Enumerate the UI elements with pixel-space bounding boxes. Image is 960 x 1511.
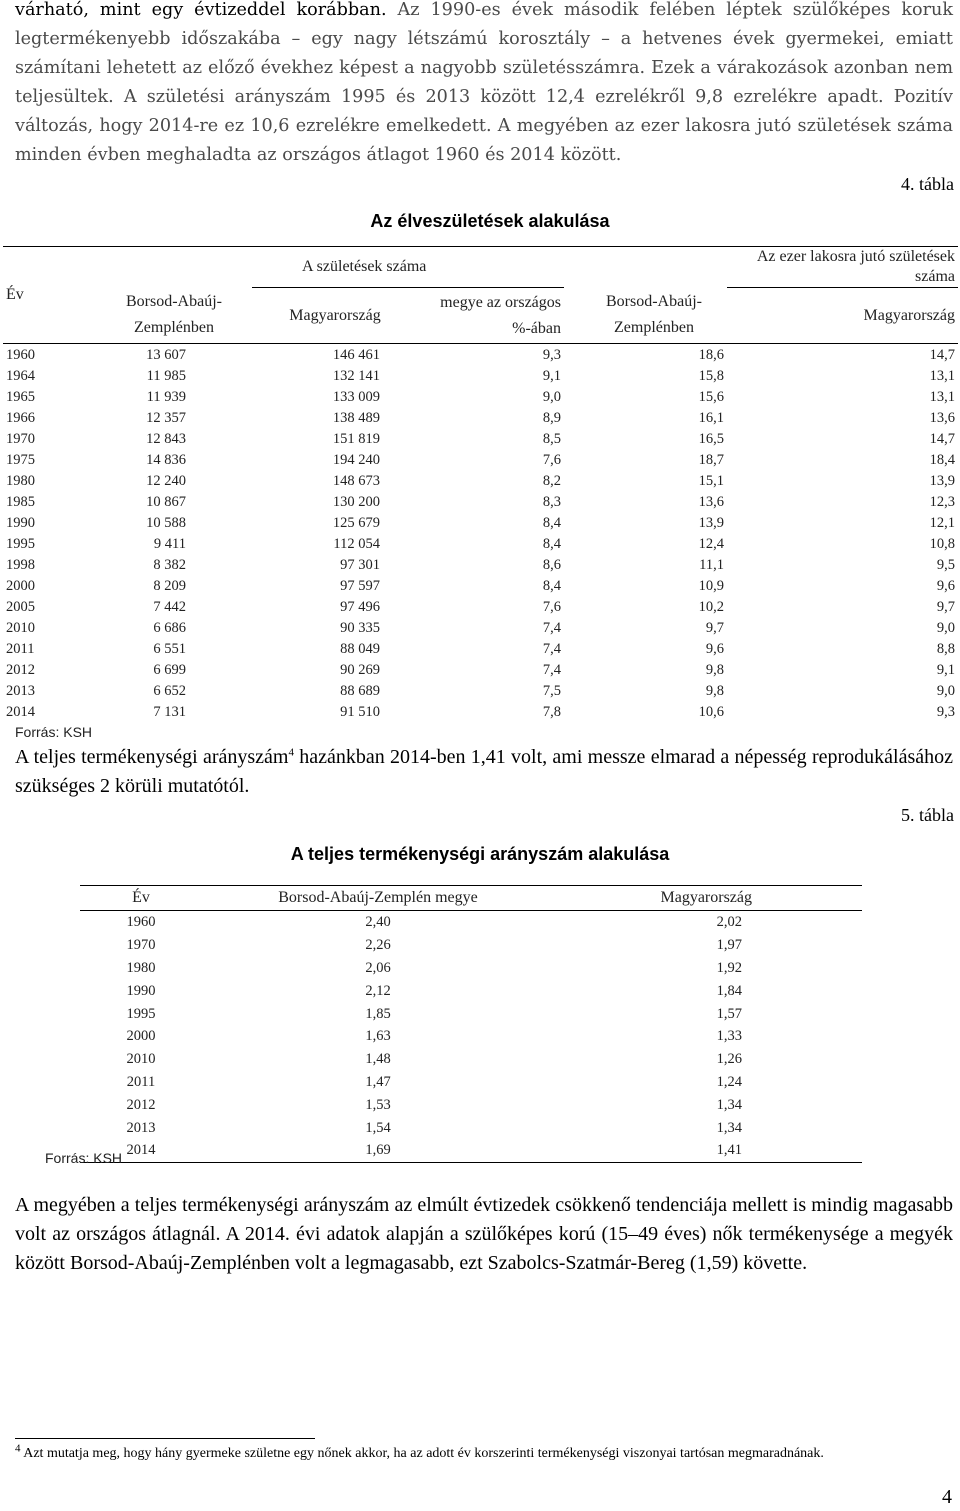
table-cell: 2000 [6,577,35,594]
table-cell: 6 551 [153,640,186,657]
table5-body [80,911,862,1163]
table-cell: 1,33 [716,1028,742,1045]
table-cell: 8,4 [542,535,561,552]
table-cell: 7,4 [542,619,561,636]
table4-group-births: A születések száma [252,247,564,288]
table-cell: 12,3 [929,493,955,510]
table-cell: 6 652 [153,682,186,699]
intro-body: Az 1990-es évek második felében léptek szülőképes koruk legtermékenyebb időszakába – egy nagy létszámú korosztály – a hetvenes évek gyermekei, emiatt számítani lehetett az előző évekhez képest a nagyobb születésszámra. Ezek a várakozások azonban nem teljesültek. A születési arányszám 1995 és 2013 között 12,4 ezrelékről 9,8 ezrelékre apadt. Pozitív változás, hogy 2014-re ez 10,6 ezrelékre emelkedett. A megyében az ezer lakosra jutó születések száma minden évben meghaladta az országos átlagot 1960 és 2014 között. [15,0,953,165]
table-row [3,575,958,596]
table-cell: 10 867 [146,493,186,510]
table-row [3,554,958,575]
table-cell: 12 843 [146,430,186,447]
table-row [3,638,958,659]
conclusion-paragraph: A megyében a teljes termékenységi arányszám az elmúlt évtizedek csökkenő tendenciája mellett is mindig magasabb volt az országos átlagnál. A 2014. évi adatok alapján a szülőképes korú (15–49 éves) nők termékenysége a megyék között Borsod-Abaúj-Zemplénben volt a legmagasabb, ezt Szabolcs-Szatmár-Bereg (1,59) követte. [15,1194,953,1274]
table-cell: 1965 [6,388,35,405]
table5-source: Forrás: KSH [45,1150,123,1166]
table-cell: 16,1 [698,409,724,426]
footnote-text: Azt mutatja meg, hogy hány gyermeke születne egy nőnek akkor, ha az adott év korszerinti termékenységi viszonyai tartósan megmaradnának. [20,1446,824,1461]
table-cell: 18,4 [929,451,955,468]
table-row [3,680,958,701]
table4-source: Forrás: KSH [15,724,93,740]
table-cell: 7,5 [542,682,561,699]
table-cell: 2014 [80,1139,202,1162]
table-cell: 90 269 [340,661,380,678]
footnote-divider [15,1438,315,1439]
table4-col-hu-rate: Magyarország [727,288,958,344]
table-cell: 1,54 [365,1119,391,1136]
table-cell: 9,7 [705,619,724,636]
table5-header [80,886,862,911]
table-row [3,386,958,407]
births-table [3,246,958,722]
table-cell: 97 496 [340,598,380,615]
table-cell: 1970 [6,430,35,447]
table-cell: 132 141 [332,367,380,384]
table-cell: 1966 [6,409,35,426]
table-cell: 9,7 [936,598,955,615]
table-cell: 11 985 [146,367,186,384]
table-cell: 1990 [126,982,156,999]
table-cell: 14,7 [929,430,955,447]
table-cell: 97 301 [340,556,380,573]
table-row [80,1025,862,1048]
table-cell: 8,9 [542,409,561,426]
table-cell: 130 200 [332,493,380,510]
table-cell: 1970 [126,937,156,954]
table-cell: 14,7 [929,346,955,363]
fertility-paragraph [15,743,953,801]
table-cell: 7 131 [153,703,186,720]
table-row [3,428,958,449]
table-row [3,596,958,617]
table-cell: 1,85 [365,1005,391,1022]
table5-col-hu: Magyarország [554,886,862,911]
table-cell: 1,53 [365,1096,391,1113]
table-cell: 1,47 [365,1073,391,1090]
table-cell: 1,34 [716,1096,742,1113]
table-cell: 9,0 [936,619,955,636]
table-cell: 1,69 [202,1139,554,1162]
table-cell: 1980 [126,959,156,976]
table-row [80,1002,862,1025]
table-cell: 7,8 [542,703,561,720]
table4-title: Az élveszületések alakulása [370,211,610,231]
table-row [80,1139,862,1162]
table-cell: 11 939 [146,388,186,405]
table-cell: 13,6 [698,493,724,510]
table-row [80,934,862,957]
table-cell: 8 382 [153,556,186,573]
table-cell: 1990 [6,514,35,531]
table-cell: 151 819 [332,430,380,447]
table-cell: 2,26 [365,937,391,954]
table-cell: 8,4 [542,577,561,594]
table-cell: 9 411 [153,535,186,552]
table-cell: 9,3 [936,703,955,720]
table-row [3,407,958,428]
table-row [80,979,862,1002]
table4-header-groups [3,247,958,288]
table-cell: 15,1 [698,472,724,489]
table-cell: 9,5 [936,556,955,573]
table-cell: 1,84 [716,982,742,999]
table5-number: 5. tábla [901,805,954,825]
table-cell: 7,4 [542,661,561,678]
table-cell: 9,1 [542,367,561,384]
table-cell: 9,6 [936,577,955,594]
table-cell: 8,8 [936,640,955,657]
table4-header-cols [3,288,958,344]
table-cell: 7,6 [542,598,561,615]
table-cell: 11,1 [699,556,724,573]
table-cell: 10,9 [698,577,724,594]
fertility-text-a: A teljes termékenységi arányszám [15,746,289,768]
table-row [3,365,958,386]
table-cell: 1,41 [554,1139,862,1162]
table-cell: 138 489 [332,409,380,426]
table-cell: 9,3 [542,346,561,363]
table4-col-pct: megye az országos %-ában [418,288,564,344]
fertility-text-b: hazánkban 2014-ben 1,41 volt, ami messze elmarad a népesség reprodukálásához szükséges 2 körüli mutatótól. [15,746,953,797]
table-cell: 10,8 [929,535,955,552]
table4-col-bz-rate: Borsod-Abaúj-Zemplénben [564,288,727,344]
table-cell: 148 673 [332,472,380,489]
table-row [80,911,862,934]
table-row [3,491,958,512]
page-number: 4 [942,1486,952,1508]
table-cell: 9,8 [705,682,724,699]
table-cell: 13,1 [929,367,955,384]
table-row [3,344,958,366]
table-cell: 125 679 [332,514,380,531]
table-row [3,470,958,491]
intro-paragraph [15,0,953,170]
table4-number: 4. tábla [901,174,954,194]
table5-title: A teljes termékenységi arányszám alakulása [290,844,670,864]
table-cell: 14 836 [146,451,186,468]
table-cell: 2,02 [716,914,742,931]
table5-col-year: Év [80,886,202,911]
table-cell: 12 240 [146,472,186,489]
table4-group-per1000: Az ezer lakosra jutó születések száma [727,247,958,288]
table-cell: 18,7 [698,451,724,468]
table-cell: 88 689 [340,682,380,699]
footnote-ref: 4 [288,746,294,759]
table-cell: 1,48 [365,1051,391,1068]
table-cell: 146 461 [332,346,380,363]
table4-col-year: Év [3,247,59,344]
table-cell: 1,57 [716,1005,742,1022]
intro-lead: várható, mint egy évtizeddel korábban. [15,0,387,20]
table-cell: 9,1 [936,661,955,678]
table-cell: 90 335 [340,619,380,636]
table-cell: 8 209 [153,577,186,594]
table-cell: 97 597 [340,577,380,594]
table-cell: 2012 [6,661,35,678]
table-cell: 10,2 [698,598,724,615]
table-cell: 9,8 [705,661,724,678]
table-cell: 18,6 [698,346,724,363]
footnote-mark: 4 [15,1442,21,1455]
table-cell: 1,24 [716,1073,742,1090]
table-cell: 1995 [6,535,35,552]
table-cell: 88 049 [340,640,380,657]
table-cell: 1975 [6,451,35,468]
table-cell: 1,92 [716,959,742,976]
table-cell: 8,2 [542,472,561,489]
table-cell: 13,9 [929,472,955,489]
table-cell: 2,40 [365,914,391,931]
table-cell: 2005 [6,598,35,615]
table-cell: 13,1 [929,388,955,405]
table-cell: 2011 [6,640,35,657]
table-cell: 1,26 [716,1051,742,1068]
table-cell: 194 240 [332,451,380,468]
footnote [15,1444,945,1464]
table-cell: 133 009 [332,388,380,405]
table-cell: 13,6 [929,409,955,426]
table-cell: 9,0 [542,388,561,405]
table-cell: 1,97 [716,937,742,954]
table-cell: 15,8 [698,367,724,384]
table-cell: 8,5 [542,430,561,447]
table5-col-bz: Borsod-Abaúj-Zemplén megye [202,886,554,911]
table-cell: 1960 [126,914,156,931]
table-cell: 2013 [126,1119,156,1136]
table-cell: 10,6 [698,703,724,720]
table-cell: 2000 [126,1028,156,1045]
table-cell: 2012 [126,1096,156,1113]
table-cell: 2011 [126,1073,156,1090]
table-cell: 15,6 [698,388,724,405]
table-row [80,1071,862,1094]
table-cell: 8,6 [542,556,561,573]
table-cell: 7,6 [542,451,561,468]
table-cell: 10 588 [146,514,186,531]
table-cell: 1995 [126,1005,156,1022]
table-cell: 13,9 [698,514,724,531]
table-cell: 1,34 [716,1119,742,1136]
table-cell: 1,63 [365,1028,391,1045]
table-row [3,659,958,680]
fertility-table [80,885,862,1163]
table-cell: 2,06 [365,959,391,976]
table-cell: 2013 [6,682,35,699]
table-row [80,1116,862,1139]
table-cell: 9,0 [936,682,955,699]
table4-col-bz: Borsod-Abaúj-Zemplénben [59,288,252,344]
table-row [3,449,958,470]
table-row [80,1093,862,1116]
table-row [80,957,862,980]
table-row [80,1048,862,1071]
table-row [3,617,958,638]
table-cell: 2014 [6,703,35,720]
table-cell: 12,1 [929,514,955,531]
table-cell: 1985 [6,493,35,510]
table-cell: 1980 [6,472,35,489]
table-cell: 6 686 [153,619,186,636]
table-row [3,533,958,554]
table-cell: 9,6 [705,640,724,657]
table-cell: 112 054 [333,535,380,552]
table-cell: 16,5 [698,430,724,447]
table-row [3,701,958,722]
table-cell: 1960 [6,346,35,363]
table-cell: 2,12 [365,982,391,999]
table-cell: 8,3 [542,493,561,510]
table-cell: 2010 [6,619,35,636]
table-row [3,512,958,533]
table-cell: 2010 [126,1051,156,1068]
table-cell: 8,4 [542,514,561,531]
table-cell: 12 357 [146,409,186,426]
table4-body [3,344,958,723]
table-cell: 1964 [6,367,35,384]
table-cell: 7,4 [542,640,561,657]
table-cell: 12,4 [698,535,724,552]
table-cell: 13 607 [146,346,186,363]
table4-col-hu: Magyarország [252,288,418,344]
table-cell: 6 699 [153,661,186,678]
table-cell: 91 510 [340,703,380,720]
table-cell: 1998 [6,556,35,573]
table-cell: 7 442 [153,598,186,615]
